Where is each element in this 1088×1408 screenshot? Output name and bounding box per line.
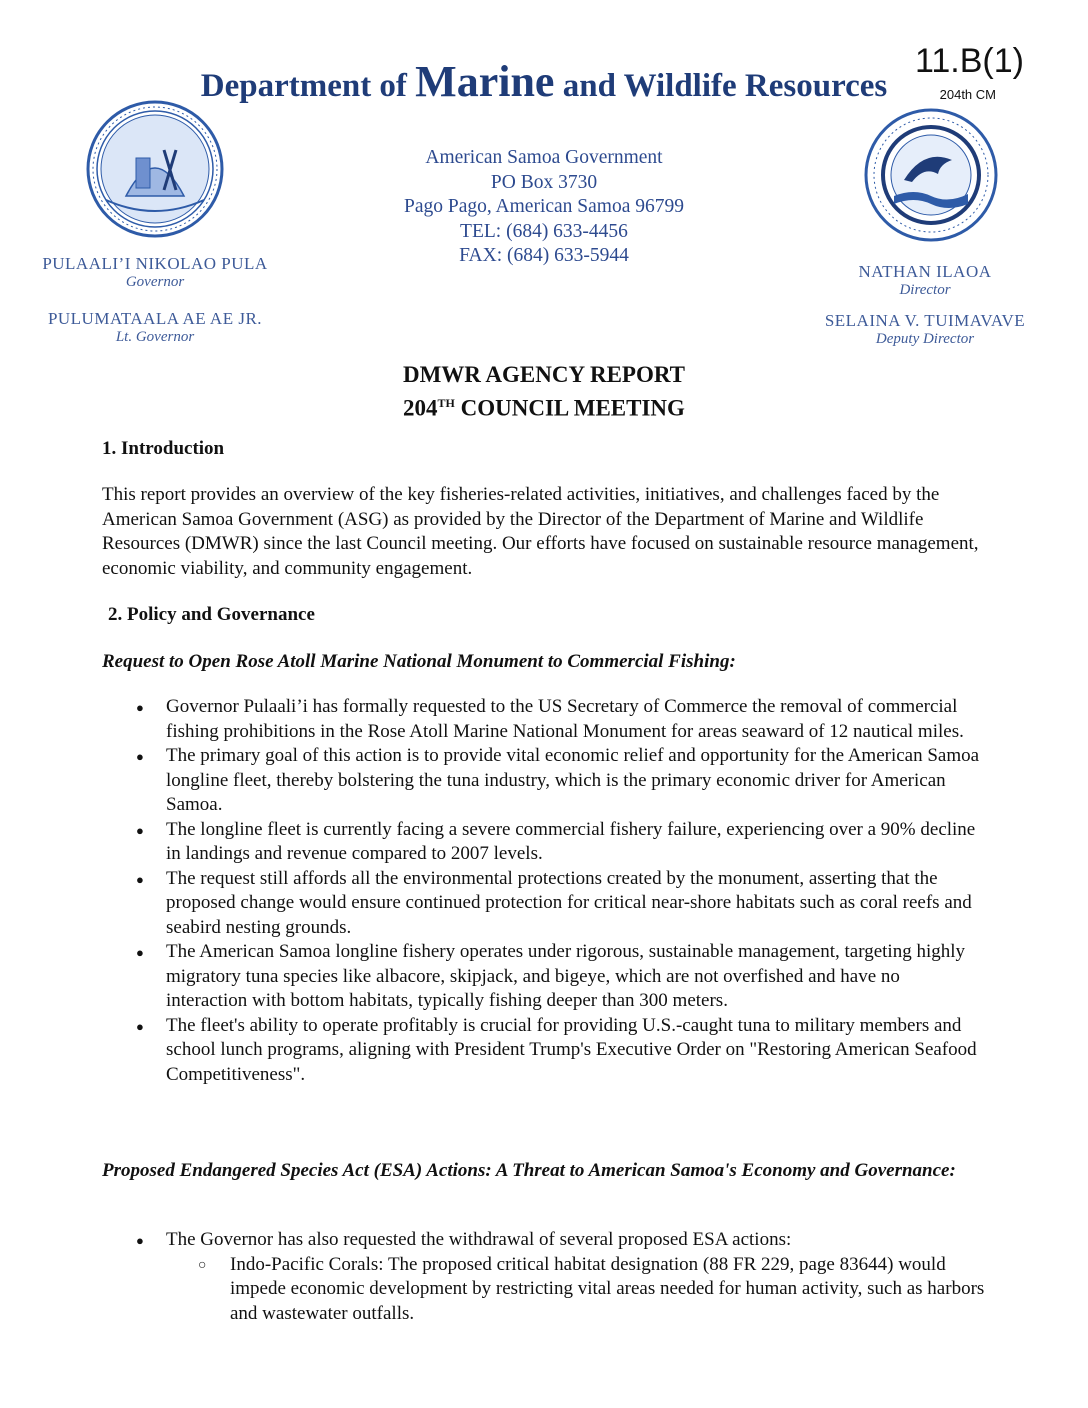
address-line: American Samoa Government (425, 147, 663, 168)
document-reference: 11.B(1) (915, 42, 1024, 80)
meeting-number-suffix: TH (437, 396, 455, 410)
address-line: FAX: (684) 633-5944 (459, 245, 629, 266)
official-governor (40, 254, 270, 291)
list-item: ● The American Samoa longline fishery operates under rigorous, sustainable management, targeting highly migratory tuna species like albacore, skipjack, and bigeye, which are not overfished and have no interaction with bottom habitats, typically fishing deeper than 300 meters. (102, 940, 982, 1014)
section-heading-introduction: 1. Introduction (102, 438, 225, 459)
list-item: ● The primary goal of this action is to provide vital economic relief and opportunity for the American Samoa longline fleet, thereby bolstering the tuna industry, which is the primary economic driver for American Samoa. (102, 744, 982, 818)
official-name: PULUMATAALA AE AE JR. (47, 309, 263, 328)
list-item: ● The Governor has also requested the withdrawal of several proposed ESA actions: (102, 1228, 992, 1253)
list-item: ● Governor Pulaali’i has formally requested to the US Secretary of Commerce the removal of commercial fishing prohibitions in the Rose Atoll Marine National Monument for areas seaward of 12 nautical miles. (102, 695, 982, 744)
dept-title-big: Marine (415, 57, 555, 106)
official-role: Deputy Director (875, 331, 975, 347)
official-deputy-director (810, 311, 1040, 348)
address-block (300, 146, 788, 269)
list-item: ● The fleet's ability to operate profitably is crucial for providing U.S.-caught tuna to military members and school lunch programs, aligning with President Trump's Executive Order on "Restoring American Seafood Competitiveness". (102, 1014, 982, 1088)
report-title-line2 (0, 389, 1088, 423)
sub-list-item: ○ Indo-Pacific Corals: The proposed critical habitat designation (88 FR 229, page 83644) would impede economic development by restricting vital areas needed for human activity, such as harbors and wastewater outfalls. (102, 1253, 992, 1327)
official-name: NATHAN ILAOA (858, 262, 992, 281)
subsection-heading-esa: Proposed Endangered Species Act (ESA) Actions: A Threat to American Samoa's Economy and Governance: (102, 1160, 956, 1181)
official-role: Director (899, 282, 951, 298)
dept-title-post: and Wildlife Resources (554, 68, 888, 104)
meeting-number: 204 (403, 395, 438, 421)
official-role: Lt. Governor (115, 329, 195, 345)
esa-bullets (102, 1228, 992, 1326)
document-reference-meeting: 204th CM (939, 87, 996, 102)
address-line: TEL: (684) 633-4456 (460, 220, 628, 242)
address-line: Pago Pago, American Samoa 96799 (404, 196, 684, 217)
meeting-label: COUNCIL MEETING (454, 395, 685, 421)
list-item: ● The longline fleet is currently facing a severe commercial fishery failure, experiencing over a 90% decline in landings and revenue compared to 2007 levels. (102, 818, 982, 867)
dmwr-seal-icon (864, 108, 998, 242)
official-name: PULAALI’I NIKOLAO PULA (42, 254, 268, 273)
rose-atoll-bullets (102, 695, 982, 1087)
list-item: ● The request still affords all the environmental protections created by the monument, asserting that the proposed change would ensure continued protection for critical near-shore habitats such as coral reefs and seabird nesting grounds. (102, 867, 982, 941)
american-samoa-seal-icon (86, 100, 224, 238)
official-lt-governor (40, 309, 270, 346)
official-director (810, 262, 1040, 299)
report-title-line1: DMWR AGENCY REPORT (402, 362, 685, 387)
official-role: Governor (125, 274, 185, 290)
introduction-paragraph: This report provides an overview of the key fisheries-related activities, initiatives, and challenges faced by the American Samoa Government (ASG) as provided by the Director of the Department of Marine and Wildlife Resources (DMWR) since the last Council meeting. Our efforts have focused on sustainable resource management, economic viability, and community engagement. (102, 484, 979, 579)
dept-title-pre: Department of (200, 68, 416, 104)
report-title (0, 360, 1088, 423)
official-name: SELAINA V. TUIMAVAVE (824, 311, 1026, 330)
section-heading-policy: 2. Policy and Governance (108, 604, 315, 625)
subsection-heading-rose-atoll: Request to Open Rose Atoll Marine National Monument to Commercial Fishing: (102, 651, 736, 672)
address-line: PO Box 3730 (490, 171, 598, 193)
